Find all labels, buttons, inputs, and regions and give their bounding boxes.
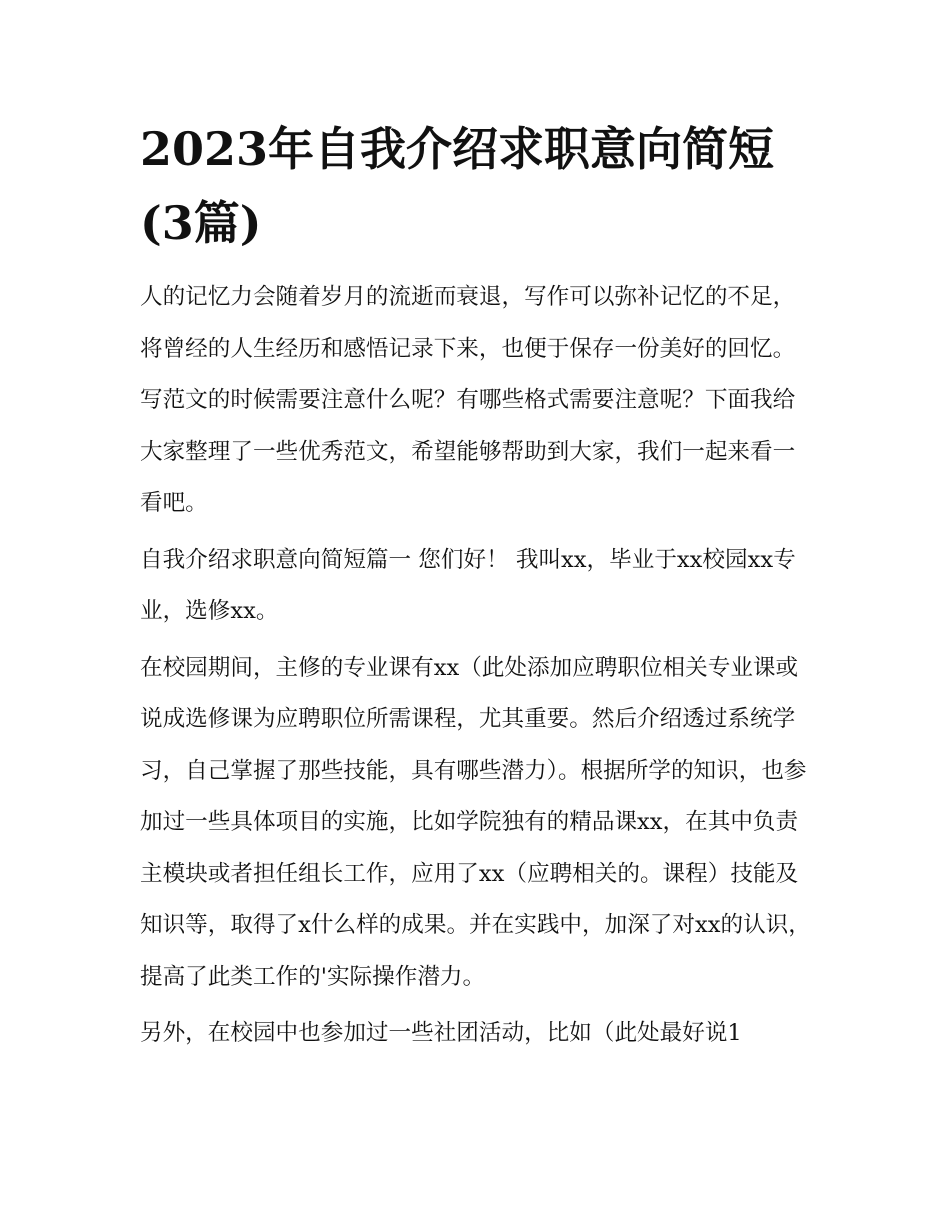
document-content (140, 112, 812, 1060)
paragraph-education: 在校园期间，主修的专业课有xx（此处添加应聘职位相关专业课或说成选修课为应聘职位所需课程，尤其重要。然后介绍透过系统学习，自己掌握了那些技能，具有哪些潜力）。根据所学的知识，也参加过一些具体项目的实施，比如学院独有的精品课xx，在其中负责主模块或者担任组长工作，应用了xx（应聘相关的。课程）技能及知识等，取得了x什么样的成果。并在实践中，加深了对xx的认识，提高了此类工作的'实际操作潜力。 (140, 654, 811, 990)
paragraph-intro: 人的记忆力会随着岁月的流逝而衰退，写作可以弥补记忆的不足，将曾经的人生经历和感悟记录下来，也便于保存一份美好的回忆。写范文的时候需要注意什么呢？有哪些格式需要注意呢？下面我给大家整理了一些优秀范文，希望能够帮助到大家，我们一起来看一看吧。 (140, 284, 796, 516)
document-title: 2023年自我介绍求职意向简短(3篇) (140, 122, 775, 250)
paragraph-activities: 另外，在校园中也参加过一些社团活动，比如（此处最好说1 (140, 1020, 742, 1046)
paragraph-greeting: 自我介绍求职意向简短篇一 您们好！ 我叫xx，毕业于xx校园xx专业，选修xx。 (140, 546, 796, 624)
title-block (140, 112, 812, 260)
